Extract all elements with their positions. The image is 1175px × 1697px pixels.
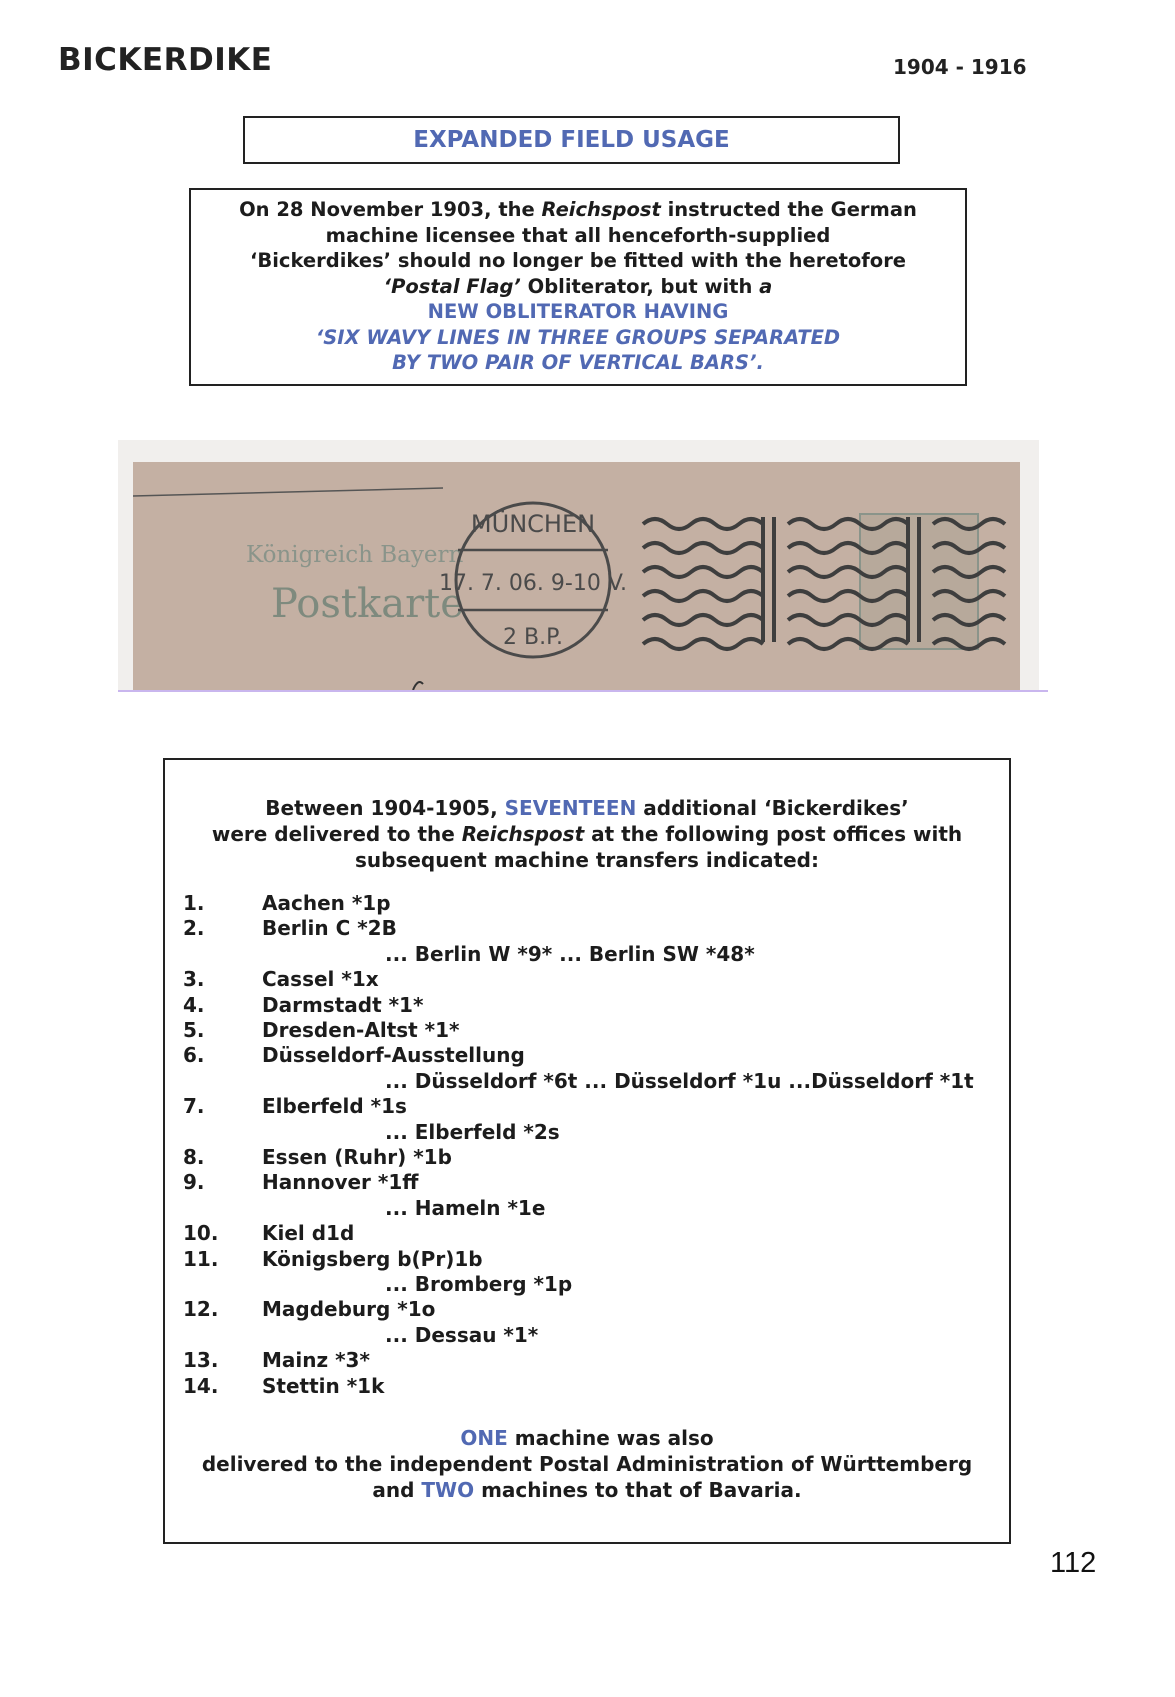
office-name: Düsseldorf-Ausstellung xyxy=(262,1043,525,1068)
postmark xyxy=(439,503,627,657)
office-name: Elberfeld *1s xyxy=(262,1094,407,1119)
section-heading: EXPANDED FIELD USAGE xyxy=(243,116,900,164)
intro-line xyxy=(191,274,965,300)
intro-emphasis: ‘Postal Flag’ xyxy=(383,274,521,298)
postmark-city: MÜNCHEN xyxy=(470,510,596,538)
intro-line: ‘Bickerdikes’ should no longer be fitted with the heretofore xyxy=(249,249,907,272)
intro-text: instructed the German xyxy=(660,198,917,221)
transfer-text: ... Bromberg *1p xyxy=(385,1272,573,1296)
closing-line xyxy=(165,1477,1009,1503)
card-header-text: Königreich Bayern xyxy=(246,542,464,568)
closing-line: delivered to the independent Postal Administration of Württemberg xyxy=(201,1452,973,1476)
office-name: Aachen *1p xyxy=(262,891,391,915)
intro-box xyxy=(189,188,967,386)
delivery-box xyxy=(163,758,1011,1544)
office-number: 3. xyxy=(183,967,205,992)
intro-line: machine licensee that all henceforth-supplied xyxy=(325,223,831,247)
delivery-intro-line: subsequent machine transfers indicated: xyxy=(355,848,819,872)
highlight-count: ONE xyxy=(460,1426,508,1450)
closing-text: machines to that of Bavaria. xyxy=(474,1478,802,1502)
office-name: Mainz *3* xyxy=(262,1348,370,1373)
office-name: Hannover *1ff xyxy=(262,1170,419,1195)
delivery-intro-line xyxy=(165,795,1009,821)
intro-text: at the following post offices with xyxy=(584,822,963,846)
intro-text: additional ‘Bickerdikes’ xyxy=(636,796,909,820)
office-name: Magdeburg *1o xyxy=(262,1297,436,1322)
intro-line-highlight: ‘SIX WAVY LINES IN THREE GROUPS SEPARATED xyxy=(315,325,841,349)
intro-emphasis: Reichspost xyxy=(461,822,585,846)
intro-emphasis: a xyxy=(759,274,773,298)
office-number: 9. xyxy=(183,1170,205,1195)
office-number: 13. xyxy=(183,1348,219,1373)
transfer-text: ... Berlin W *9* ... Berlin SW *48* xyxy=(385,941,755,966)
intro-line-highlight: BY TWO PAIR OF VERTICAL BARS’. xyxy=(392,351,764,374)
closing-line xyxy=(165,1425,1009,1451)
transfer-text: ... Elberfeld *2s xyxy=(385,1119,560,1144)
page-title: BICKERDIKE xyxy=(58,42,273,78)
intro-emphasis: Reichspost xyxy=(541,198,661,221)
closing-text: and xyxy=(372,1478,422,1502)
office-number: 8. xyxy=(183,1145,205,1169)
office-name: Essen (Ruhr) *1b xyxy=(262,1145,452,1169)
office-number: 11. xyxy=(183,1246,219,1271)
closing-text: machine was also xyxy=(507,1426,714,1450)
highlight-count: TWO xyxy=(421,1478,475,1502)
office-name: Stettin *1k xyxy=(262,1373,385,1398)
intro-line xyxy=(191,197,965,223)
date-range: 1904 - 1916 xyxy=(893,55,1027,79)
postmark-office: 2 B.P. xyxy=(503,625,563,650)
postmark-date: 17. 7. 06. 9-10 V. xyxy=(438,571,628,596)
office-number: 14. xyxy=(183,1373,219,1398)
office-number: 10. xyxy=(183,1221,219,1246)
office-number: 1. xyxy=(183,891,205,915)
card-rule xyxy=(133,488,443,496)
intro-text: Obliterator, but with xyxy=(520,274,760,298)
office-number: 12. xyxy=(183,1297,219,1322)
intro-text: Between 1904-1905, xyxy=(265,796,505,820)
divider-line xyxy=(118,690,1048,692)
office-number: 5. xyxy=(183,1018,205,1042)
office-name: Darmstadt *1* xyxy=(262,992,424,1017)
highlight-count: SEVENTEEN xyxy=(504,796,637,820)
card-title-text: Postkarte xyxy=(271,581,464,627)
office-number: 2. xyxy=(183,916,205,941)
office-number: 4. xyxy=(183,992,205,1017)
closing-note xyxy=(165,1425,1009,1503)
transfer-text: ... Hameln *1e xyxy=(385,1195,546,1220)
postcard-svg xyxy=(133,462,1020,692)
handwriting-mark xyxy=(413,682,423,690)
transfer-text: ... Düsseldorf *6t ... Düsseldorf *1u ...Düsseldorf *1t xyxy=(385,1068,974,1093)
office-name: Berlin C *2B xyxy=(262,916,397,941)
office-name: Kiel d1d xyxy=(262,1221,355,1246)
office-name: Cassel *1x xyxy=(262,967,379,992)
transfer-text: ... Dessau *1* xyxy=(385,1322,539,1347)
office-number: 7. xyxy=(183,1094,205,1119)
page-number: 112 xyxy=(1050,1547,1097,1579)
intro-text: On 28 November 1903, the xyxy=(239,198,542,221)
office-number: 6. xyxy=(183,1043,205,1068)
postcard-image xyxy=(133,462,1020,692)
office-name: Königsberg b(Pr)1b xyxy=(262,1246,483,1271)
intro-line-highlight: NEW OBLITERATOR HAVING xyxy=(427,300,729,323)
delivery-intro-line xyxy=(165,821,1009,847)
delivery-intro xyxy=(165,795,1009,873)
office-name: Dresden-Altst *1* xyxy=(262,1018,460,1042)
intro-text: were delivered to the xyxy=(211,822,462,846)
